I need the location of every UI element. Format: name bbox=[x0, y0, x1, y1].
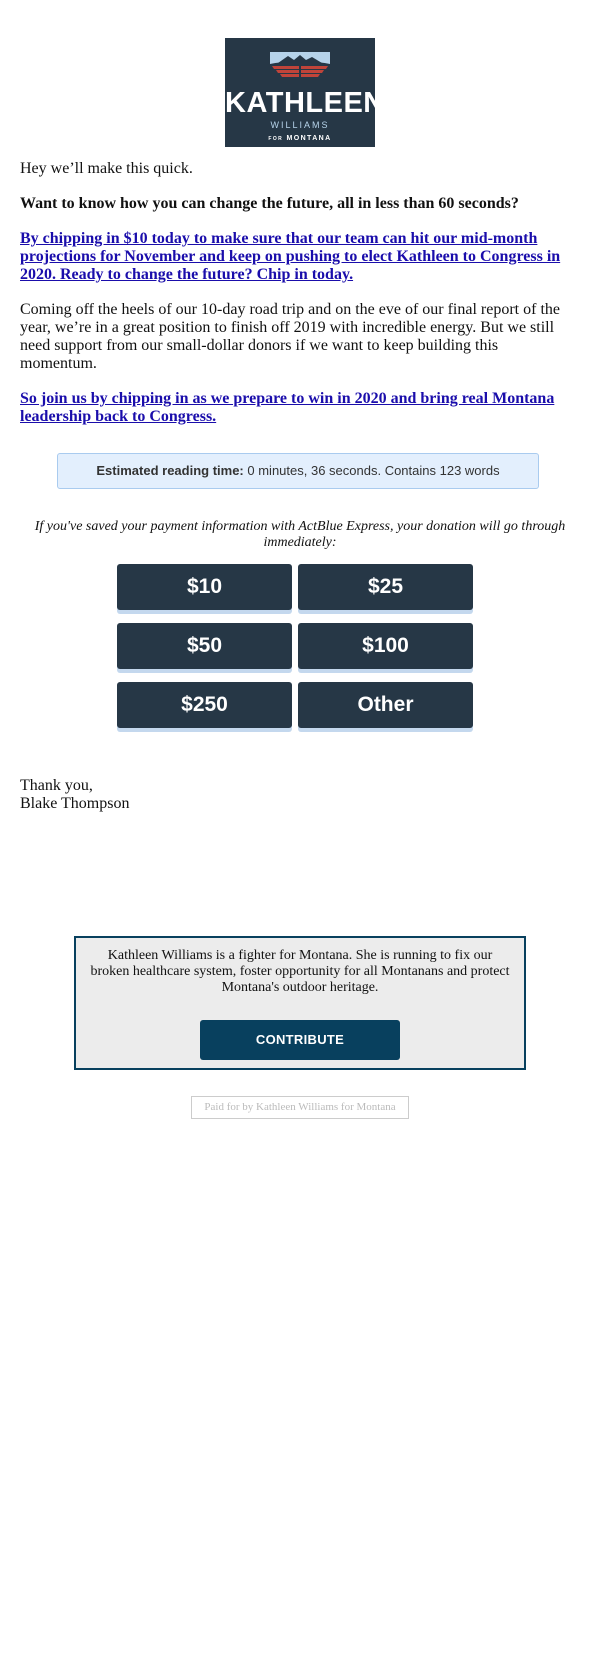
intro-question: Want to know how you can change the future, all in less than 60 seconds? bbox=[20, 195, 519, 212]
logo-first-name: KATHLEEN bbox=[225, 87, 385, 119]
reading-time-box bbox=[57, 453, 539, 489]
signoff-thanks: Thank you, bbox=[20, 777, 93, 794]
reading-time-label: Estimated reading time: bbox=[96, 463, 244, 478]
chip-in-link[interactable]: By chipping in $10 today to make sure that our team can hit our mid-month projections for November and keep on pushing to elect Kathleen to Congress in 2020. Ready to change the future? Chip in today. bbox=[20, 230, 561, 283]
donate-button-250[interactable]: $250 bbox=[117, 682, 292, 728]
intro-line: Hey we’ll make this quick. bbox=[20, 160, 193, 177]
body-paragraph: Coming off the heels of our 10-day road trip and on the eve of our final report of the year, we’re in a great position to finish off 2019 with incredible energy. But we still need support from our small-dollar donors if we want to keep building this momentum. bbox=[20, 301, 560, 372]
donate-button-100[interactable]: $100 bbox=[298, 623, 473, 669]
footer-text: Kathleen Williams is a fighter for Montana. She is running to fix our broken healthcare system, foster opportunity for all Montanans and protect Montana's outdoor heritage. bbox=[90, 948, 510, 995]
donate-button-50[interactable]: $50 bbox=[117, 623, 292, 669]
email-body bbox=[20, 160, 566, 443]
join-us-link[interactable]: So join us by chipping in as we prepare to win in 2020 and bring real Montana leadership back to Congress. bbox=[20, 390, 555, 425]
paid-for-disclaimer: Paid for by Kathleen Williams for Montana bbox=[191, 1096, 409, 1119]
reading-time-value: 0 minutes, 36 seconds. Contains 123 words bbox=[247, 463, 500, 478]
logo-for-montana bbox=[225, 134, 375, 144]
logo-last-name: WILLIAMS bbox=[270, 120, 330, 130]
donate-button-10[interactable]: $10 bbox=[117, 564, 292, 610]
mountain-logo-icon bbox=[268, 50, 332, 80]
signoff-name: Blake Thompson bbox=[20, 795, 130, 812]
donate-button-other[interactable]: Other bbox=[298, 682, 473, 728]
actblue-express-note: If you've saved your payment information with ActBlue Express, your donation will go through immediately: bbox=[34, 519, 566, 550]
signoff bbox=[20, 777, 129, 813]
contribute-button[interactable]: CONTRIBUTE bbox=[200, 1020, 400, 1060]
logo-for-word: FOR bbox=[268, 136, 284, 142]
logo-state: MONTANA bbox=[286, 135, 332, 142]
donate-button-25[interactable]: $25 bbox=[298, 564, 473, 610]
campaign-logo bbox=[225, 38, 385, 147]
footer-box bbox=[74, 936, 526, 1070]
